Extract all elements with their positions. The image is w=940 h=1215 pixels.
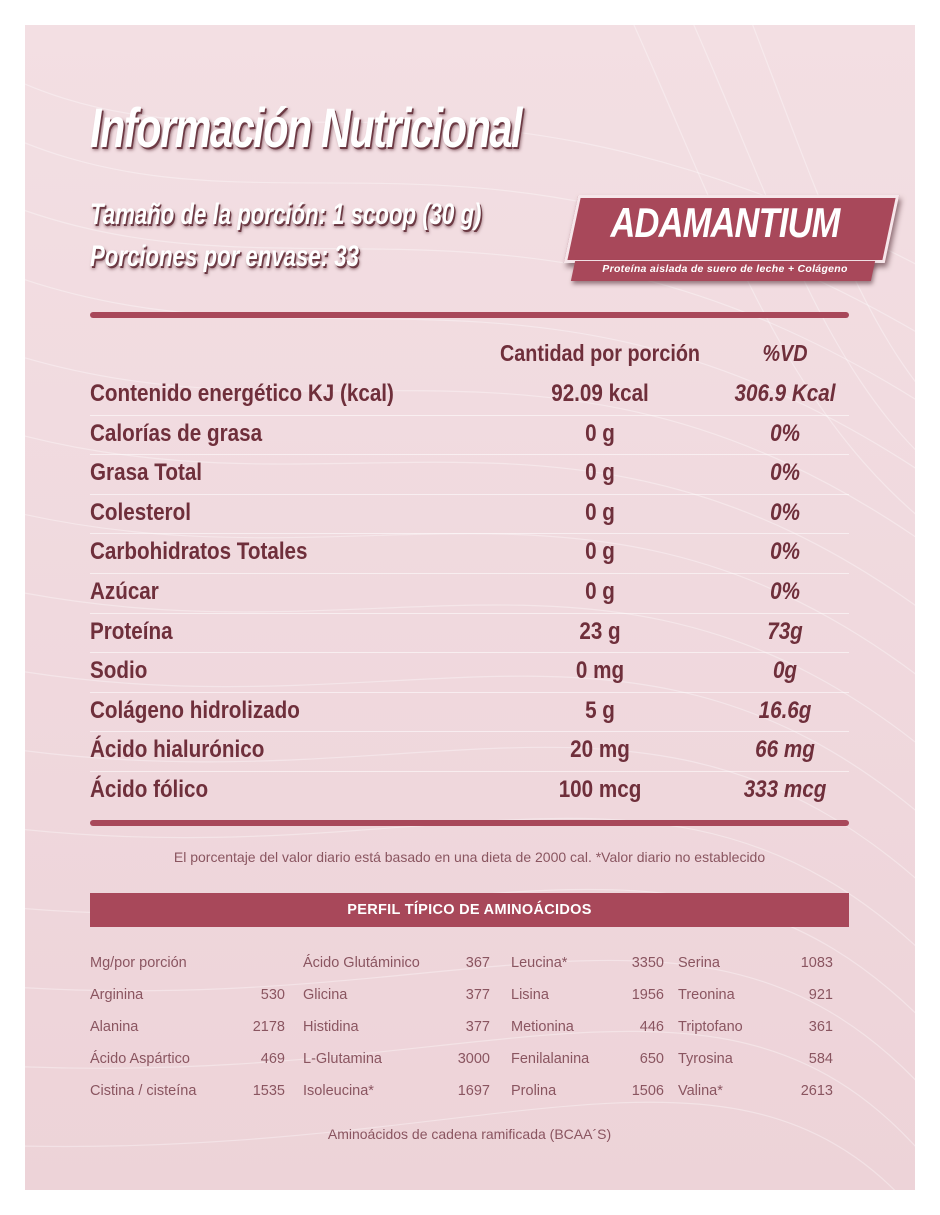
column-header-dv: %VD [762,340,808,366]
amino-value: 446 [639,1019,664,1035]
nutrient-dv: 0% [770,577,800,605]
amino-value: 650 [639,1051,664,1067]
nutrition-row [90,693,849,733]
amino-name: L-Glutamina [303,1051,382,1067]
amino-value: 3000 [457,1051,490,1067]
amino-name: Glicina [303,987,348,1003]
nutrient-amount: 100 mcg [558,775,642,803]
amino-name: Lisina [511,987,549,1003]
amino-value: 469 [260,1051,285,1067]
nutrient-amount: 0 g [585,498,615,526]
nutrient-name: Colesterol [90,498,191,526]
nutrient-dv: 333 mcg [743,775,827,803]
amino-name: Alanina [90,1019,139,1035]
amino-name: Cistina / cisteína [90,1083,197,1099]
nutrient-name: Ácido fólico [90,775,209,803]
bcaa-footnote: Aminoácidos de cadena ramificada (BCAA´S) [327,1126,612,1142]
amino-value: 921 [808,987,833,1003]
nutrient-dv: 0% [770,498,800,526]
nutrition-row [90,653,849,693]
amino-name: Metionina [511,1019,574,1035]
nutrient-name: Proteína [90,617,173,645]
amino-name: Leucina* [511,955,568,971]
amino-name: Tyrosina [678,1051,733,1067]
nutrient-name: Sodio [90,657,148,685]
page-title: Información Nutricional [90,96,522,159]
nutrient-name: Ácido hialurónico [90,736,265,764]
column-header-amount: Cantidad por porción [499,340,701,366]
amino-value: 530 [260,987,285,1003]
nutrient-dv: 306.9 Kcal [734,380,836,407]
nutrient-name: Carbohidratos Totales [90,538,308,566]
nutrition-row [90,732,849,772]
nutrient-name: Grasa Total [90,459,203,487]
amino-name: Triptofano [678,1019,743,1035]
nutrition-row [90,772,849,811]
nutrient-name: Colágeno hidrolizado [90,696,300,724]
nutrient-dv: 16.6g [758,696,812,724]
amino-name: Arginina [90,987,144,1003]
nutrition-row [90,574,849,614]
brand-tagline: Proteína aislada de suero de leche + Colágeno [602,263,848,275]
nutrient-dv: 0% [770,459,800,487]
daily-value-footnote: El porcentaje del valor diario está basado en una dieta de 2000 cal. *Valor diario no establecido [173,849,766,865]
nutrient-name: Contenido energético KJ (kcal) [90,380,394,407]
nutrition-table [90,376,849,811]
nutrient-dv: 0% [770,419,800,447]
amino-value: 1506 [631,1083,664,1099]
amino-value: 377 [465,987,490,1003]
brand-name: ADAMANTIUM [610,199,840,246]
nutrient-dv: 0g [772,657,798,685]
amino-name: Histidina [303,1019,359,1035]
amino-value: 367 [465,955,490,971]
amino-name: Mg/por porción [90,955,187,971]
nutrient-amount: 0 g [585,538,615,566]
nutrition-row [90,376,849,416]
nutrition-row [90,614,849,654]
amino-value: 1535 [252,1083,285,1099]
nutrient-name: Azúcar [90,577,159,605]
nutrition-row [90,416,849,456]
amino-value: 584 [808,1051,833,1067]
nutrient-amount: 92.09 kcal [551,380,649,407]
nutrient-amount: 0 g [585,577,615,605]
nutrition-row [90,455,849,495]
nutrition-row [90,534,849,574]
brand-logo [563,195,888,285]
amino-name: Ácido Aspártico [90,1051,190,1067]
servings-per-container: Porciones por envase: 33 [90,240,359,273]
amino-value: 2613 [800,1083,833,1099]
amino-value: 2178 [252,1019,285,1035]
amino-value: 1083 [800,955,833,971]
serving-size: Tamaño de la porción: 1 scoop (30 g) [90,198,482,231]
amino-value: 1956 [631,987,664,1003]
nutrient-amount: 0 g [585,419,615,447]
nutrient-name: Calorías de grasa [90,419,263,447]
amino-name: Ácido Glutáminico [303,955,420,971]
amino-name: Treonina [678,987,735,1003]
nutrient-dv: 0% [770,538,800,566]
amino-name: Serina [678,955,720,971]
amino-name: Valina* [678,1083,723,1099]
amino-profile-header: PERFIL TÍPICO DE AMINOÁCIDOS [90,893,849,927]
nutrient-amount: 0 mg [575,657,625,685]
amino-value: 361 [808,1019,833,1035]
nutrient-amount: 5 g [585,696,615,724]
top-divider [90,312,849,318]
amino-value: 1697 [457,1083,490,1099]
amino-name: Fenilalanina [511,1051,590,1067]
bottom-divider [90,820,849,826]
nutrient-amount: 23 g [579,617,621,645]
amino-value: 377 [465,1019,490,1035]
nutrient-dv: 73g [767,617,803,645]
nutrient-amount: 20 mg [570,736,630,764]
amino-value: 3350 [631,955,664,971]
amino-name: Prolina [511,1083,557,1099]
amino-name: Isoleucina* [303,1083,374,1099]
nutrient-amount: 0 g [585,459,615,487]
nutrient-dv: 66 mg [755,736,815,764]
nutrition-row [90,495,849,535]
